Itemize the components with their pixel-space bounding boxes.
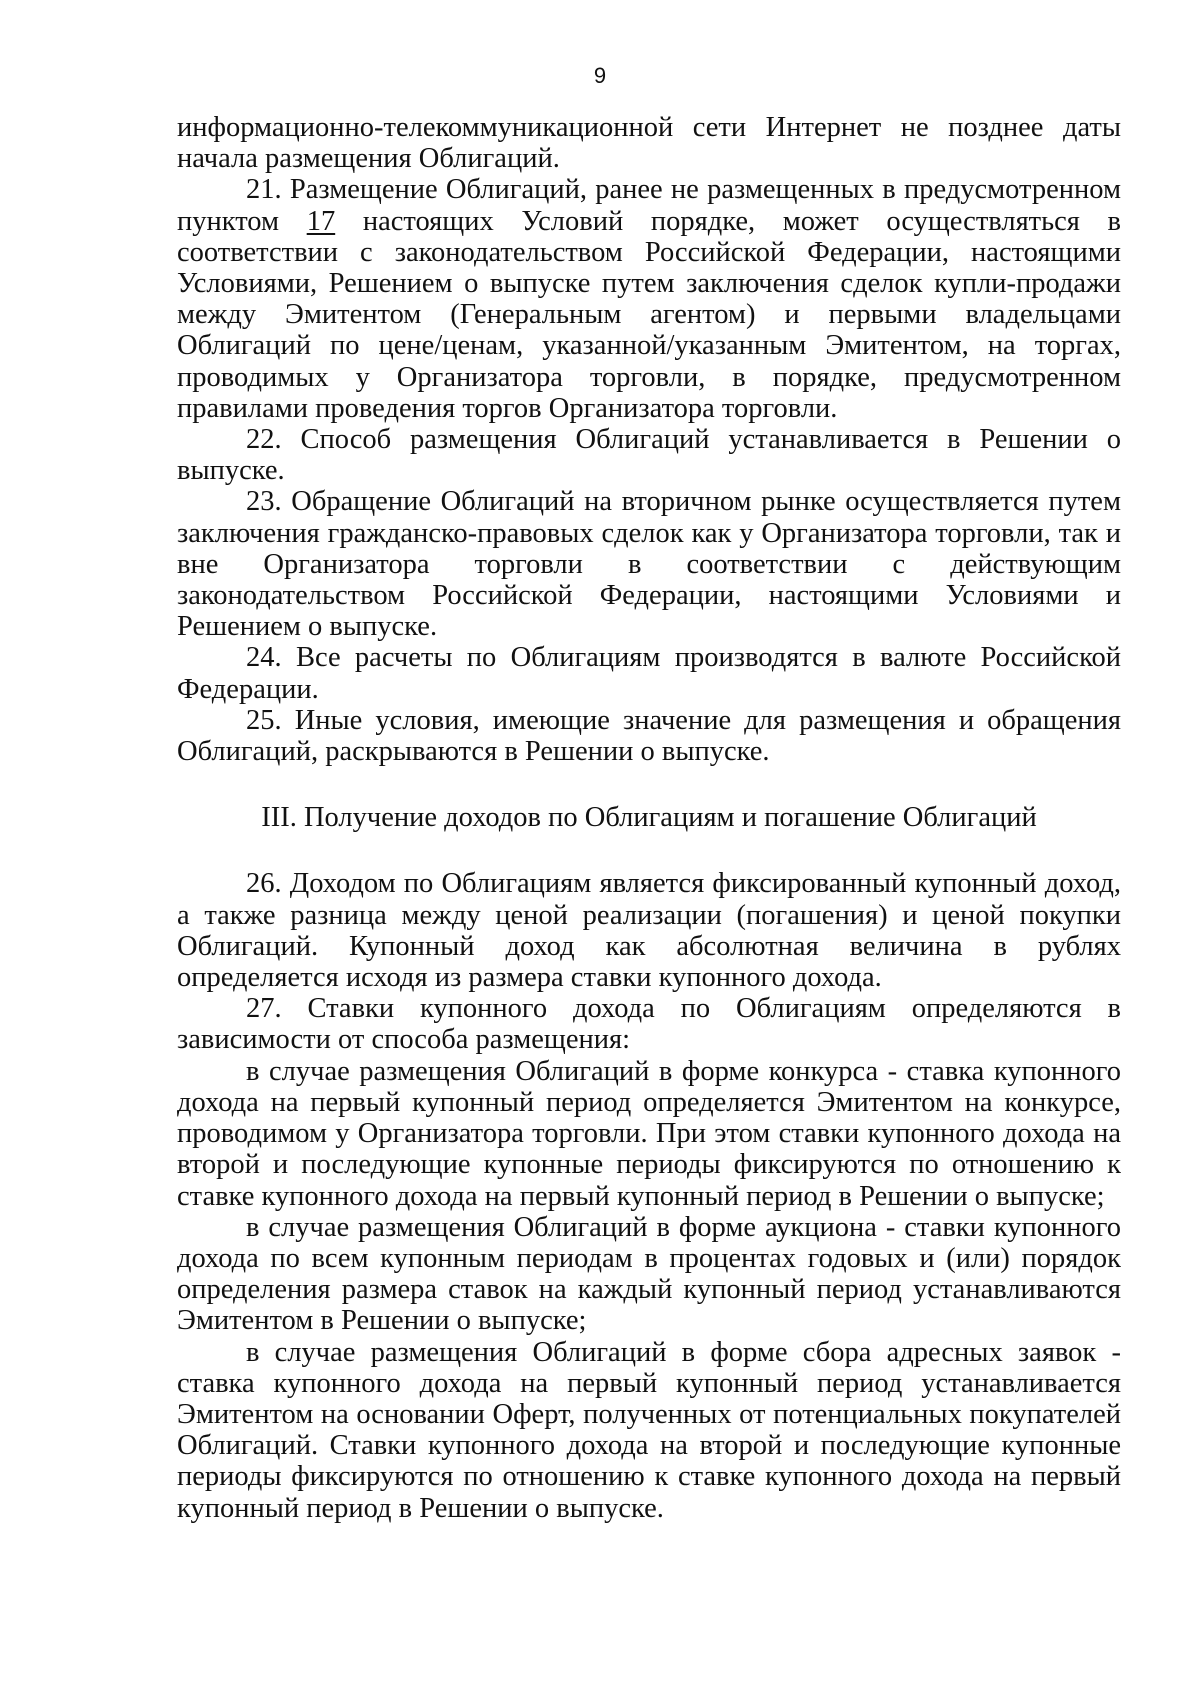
document-body [177, 112, 1121, 1524]
paragraph-25: 25. Иные условия, имеющие значение для размещения и обращения Облигаций, раскрываются в Решении о выпуске. [177, 704, 1121, 768]
section-heading: III. Получение доходов по Облигациям и погашение Облигаций [261, 802, 1037, 834]
paragraph-24: 24. Все расчеты по Облигациям производятся в валюте Российской Федерации. [177, 642, 1121, 705]
paragraph-23: 23. Обращение Облигаций на вторичном рынке осуществляется путем заключения гражданско-правовых сделок как у Организатора торговли, так и вне Организатора торговли в соответствии с действующим законодательством Российской Федерации, настоящими Условиями и Решением о выпуске. [177, 486, 1121, 643]
paragraph-26: 26. Доходом по Облигациям является фиксированный купонный доход, а также разница между ценой реализации (погашения) и ценой покупки Облигаций. Купонный доход как абсолютная величина в рублях определяется исходя из размера ставки купонного дохода. [177, 868, 1121, 994]
paragraph-21-text-end: настоящих Условий порядке, может осуществляться в соответствии с законодательством Российской Федерации, настоящими Условиями, Решением о выпуске путем заключения сделок купли-продажи между Эмитентом (Генеральным агентом) и первыми владельцами Облигаций по цене/ценам, указанной/указанным Эмитентом, на торгах, проводимых у Организатора торговли, в порядке, предусмотренном правилами проведения торгов Организатора торговли. [177, 205, 1121, 424]
paragraph-27-contest: в случае размещения Облигаций в форме конкурса - ставка купонного дохода на первый купонный период определяется Эмитентом на конкурсе, проводимом у Организатора торговли. При этом ставки купонного дохода на второй и последующие купонные периоды фиксируются по отношению к ставке купонного дохода на первый купонный период в Решении о выпуске; [177, 1055, 1121, 1212]
page-number: 9 [593, 63, 607, 88]
paragraph-21-text-start: 21. Размещение Облигаций, ранее не размещенных в предусмотренном пунктом [177, 174, 1121, 237]
paragraph-21 [177, 174, 1121, 424]
paragraph-27-bookbuilding: в случае размещения Облигаций в форме сбора адресных заявок - ставка купонного дохода на первый купонный период устанавливается Эмитентом на основании Оферт, полученных от потенциальных покупателей Облигаций. Ставки купонного дохода на второй и последующие купонные периоды фиксируются по отношению к ставке купонного дохода на первый купонный период в Решении о выпуске. [177, 1336, 1121, 1524]
section-heading-block [177, 802, 1121, 833]
paragraph-22: 22. Способ размещения Облигаций устанавливается в Решении о выпуске. [177, 424, 1121, 487]
paragraph-intro-continuation: информационно-телекоммуникационной сети Интернет не позднее даты начала размещения Облигаций. [177, 112, 1121, 175]
paragraph-27-auction: в случае размещения Облигаций в форме аукциона - ставки купонного дохода по всем купонным периодам в процентах годовых и (или) порядок определения размера ставок на каждый купонный период устанавливаются Эмитентом в Решении о выпуске; [177, 1211, 1121, 1337]
clause-reference-17: 17 [306, 205, 336, 237]
paragraph-27: 27. Ставки купонного дохода по Облигациям определяются в зависимости от способа размещения: [177, 993, 1121, 1056]
